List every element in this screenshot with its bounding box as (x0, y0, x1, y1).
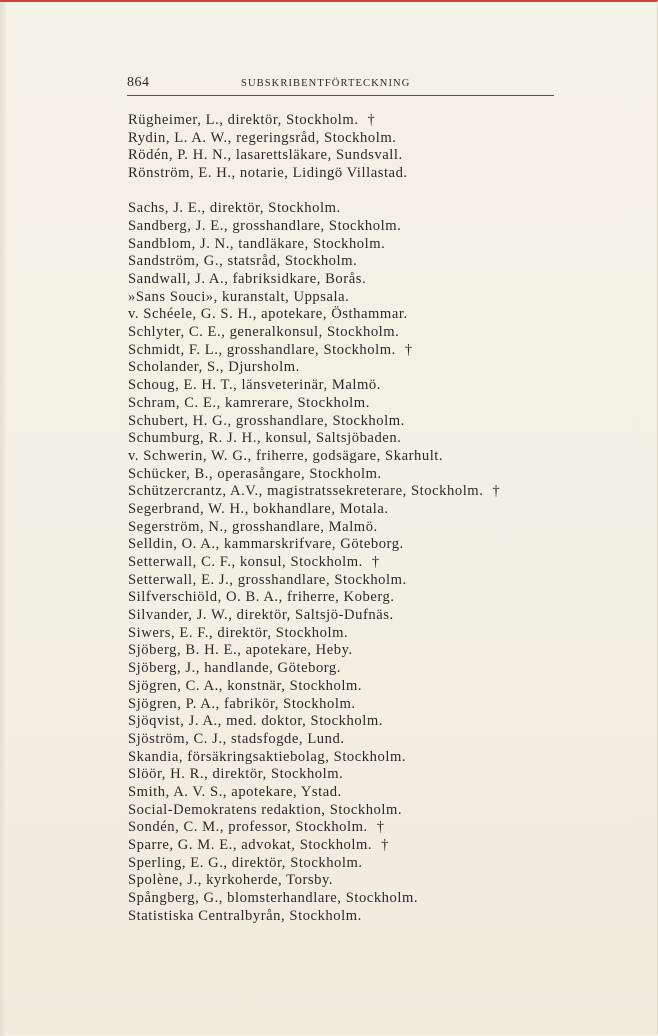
subscriber-entry (128, 784, 588, 802)
subscriber-entry (128, 802, 588, 820)
subscriber-entry (128, 130, 588, 148)
subscriber-entry-text: Sjögren, P. A., fabrikör, Stockholm. (128, 695, 356, 712)
subscriber-entry (128, 324, 588, 342)
subscriber-entry-text: Sandblom, J. N., tandläkare, Stockholm. (128, 235, 386, 252)
subscriber-entry (128, 501, 588, 519)
subscriber-entry-text: Statistiska Centralbyrån, Stockholm. (128, 907, 362, 924)
subscriber-entry-text: Sjöqvist, J. A., med. doktor, Stockholm. (128, 713, 383, 730)
page-number: 864 (127, 75, 150, 90)
subscriber-entry (128, 749, 588, 767)
subscriber-entry (128, 642, 588, 660)
subscriber-entry (128, 395, 588, 413)
subscriber-entry (128, 890, 588, 908)
subscriber-entry (128, 289, 588, 307)
subscriber-entry (128, 218, 588, 236)
subscriber-entry (128, 855, 588, 873)
subscriber-entry-text: Setterwall, E. J., grosshandlare, Stockholm. (128, 571, 407, 588)
subscriber-entry (128, 483, 588, 501)
subscriber-entry-text: Sjöström, C. J., stadsfogde, Lund. (128, 730, 345, 747)
subscriber-entry-text: Sjögren, C. A., konstnär, Stockholm. (128, 677, 363, 694)
subscriber-entry (128, 448, 588, 466)
subscriber-entry-text: Social-Demokratens redaktion, Stockholm. (128, 801, 403, 818)
subscriber-entry (128, 837, 588, 855)
subscriber-entry (128, 696, 588, 714)
subscriber-entry (128, 359, 588, 377)
subscriber-entry-text: Schützercrantz, A.V., magistratssekreterare, Stockholm. (128, 483, 484, 500)
subscriber-entry-text: »Sans Souci», kuranstalt, Uppsala. (128, 288, 350, 305)
subscriber-entry-text: Schlyter, C. E., generalkonsul, Stockholm. (128, 324, 400, 341)
subscriber-entry (128, 819, 588, 837)
subscriber-entry-text: Selldin, O. A., kammarskrifvare, Göteborg. (128, 536, 404, 553)
subscriber-entry (128, 200, 588, 218)
subscriber-entry (128, 165, 588, 183)
subscriber-entry-text: Sjöberg, B. H. E., apotekare, Heby. (128, 642, 353, 659)
subscriber-entry-text: Silfverschiöld, O. B. A., friherre, Koberg. (128, 589, 395, 606)
subscriber-entry-text: Rügheimer, L., direktör, Stockholm. (128, 112, 359, 128)
subscriber-entry (128, 766, 588, 784)
subscriber-entry (128, 342, 588, 360)
subscriber-entry-text: Segerström, N., grosshandlare, Malmö. (128, 518, 378, 535)
subscriber-entry-text: Segerbrand, W. H., bokhandlare, Motala. (128, 500, 389, 517)
subscriber-entry-text: Slöör, H. R., direktör, Stockholm. (128, 766, 344, 783)
deceased-dagger-mark: † (367, 112, 376, 128)
subscriber-entry-text: Setterwall, C. F., konsul, Stockholm. (128, 554, 363, 570)
subscriber-entry (128, 536, 588, 554)
subscriber-entry (128, 731, 588, 749)
subscriber-entry (128, 678, 588, 696)
subscriber-entry-text: Rönström, E. H., notarie, Lidingö Villastad. (128, 165, 408, 182)
running-head: SUBSKRIBENTFÖRTECKNING (241, 78, 411, 89)
subscriber-entry-text: Sandström, G., statsråd, Stockholm. (128, 253, 358, 270)
subscriber-entry-text: v. Schwerin, W. G., friherre, godsägare, Skarhult. (128, 447, 444, 464)
subscriber-entry-text: Smith, A. V. S., apotekare, Ystad. (128, 783, 342, 800)
subscriber-entry (128, 607, 588, 625)
subscriber-entry (128, 112, 588, 130)
subscriber-entry (128, 253, 588, 271)
subscriber-entry-text: Schmidt, F. L., grosshandlare, Stockholm. (128, 341, 396, 358)
subscriber-entry (128, 554, 588, 572)
subscriber-entry-text: Schoug, E. H. T., länsveterinär, Malmö. (128, 377, 381, 394)
subscriber-entry (128, 430, 588, 448)
subscriber-entry-text: Sjöberg, J., handlande, Göteborg. (128, 660, 341, 677)
deceased-dagger-mark: † (381, 837, 389, 853)
subscriber-entry (128, 660, 588, 678)
subscriber-entry-text: Scholander, S., Djursholm. (128, 359, 300, 376)
subscriber-entry (128, 306, 588, 324)
subscriber-entry-text: Silvander, J. W., direktör, Saltsjö-Dufnäs. (128, 607, 394, 624)
subscriber-entry (128, 589, 588, 607)
deceased-dagger-mark: † (404, 341, 413, 358)
subscriber-entry-text: v. Schéele, G. S. H., apotekare, Östhammar. (128, 306, 408, 323)
deceased-dagger-mark: † (371, 554, 380, 570)
subscriber-entry (128, 147, 588, 165)
subscriber-entry (128, 713, 588, 731)
subscriber-entry-text: Schumburg, R. J. H., konsul, Saltsjöbaden. (128, 430, 402, 447)
subscriber-entry-text: Schubert, H. G., grosshandlare, Stockholm. (128, 412, 405, 429)
subscriber-entry-text: Spångberg, G., blomsterhandlare, Stockholm. (128, 890, 419, 907)
subscriber-entry (128, 519, 588, 537)
subscriber-entry-text: Rydin, L. A. W., regeringsråd, Stockholm. (128, 129, 397, 146)
subscriber-entry-text: Schücker, B., operasångare, Stockholm. (128, 465, 382, 482)
subscriber-entry-text: Rödén, P. H. N., lasarettsläkare, Sundsvall. (128, 147, 403, 164)
subscriber-entry (128, 413, 588, 431)
subscriber-entry-text: Schram, C. E., kamrerare, Stockholm. (128, 394, 370, 411)
page-binding-edge (0, 2, 7, 1036)
subscriber-entry-text: Sparre, G. M. E., advokat, Stockholm. (128, 837, 373, 853)
subscriber-entry-text: Sandberg, J. E., grosshandlare, Stockholm. (128, 217, 402, 234)
deceased-dagger-mark: † (492, 483, 501, 500)
subscriber-entry (128, 572, 588, 590)
subscriber-entry (128, 236, 588, 254)
subscriber-entry-text: Sperling, E. G., direktör, Stockholm. (128, 854, 363, 871)
subscriber-entry-text: Spolène, J., kyrkoherde, Torsby. (128, 872, 334, 889)
subscriber-entry (128, 466, 588, 484)
subscriber-entry-text: Sachs, J. E., direktör, Stockholm. (128, 200, 341, 217)
subscriber-entry-text: Siwers, E. F., direktör, Stockholm. (128, 624, 349, 641)
subscriber-entry (128, 271, 588, 289)
subscriber-entry-text: Sandwall, J. A., fabriksidkare, Borås. (128, 271, 367, 287)
subscriber-entry (128, 908, 588, 926)
subscriber-entry-text: Skandia, försäkringsaktiebolag, Stockholm. (128, 748, 407, 765)
subscriber-entry-text: Sondén, C. M., professor, Stockholm. (128, 819, 368, 836)
subscriber-list (128, 112, 588, 925)
subscriber-entry (128, 625, 588, 643)
deceased-dagger-mark: † (376, 819, 385, 836)
subscriber-entry (128, 872, 588, 890)
page-header (127, 75, 554, 96)
subscriber-entry (128, 377, 588, 395)
